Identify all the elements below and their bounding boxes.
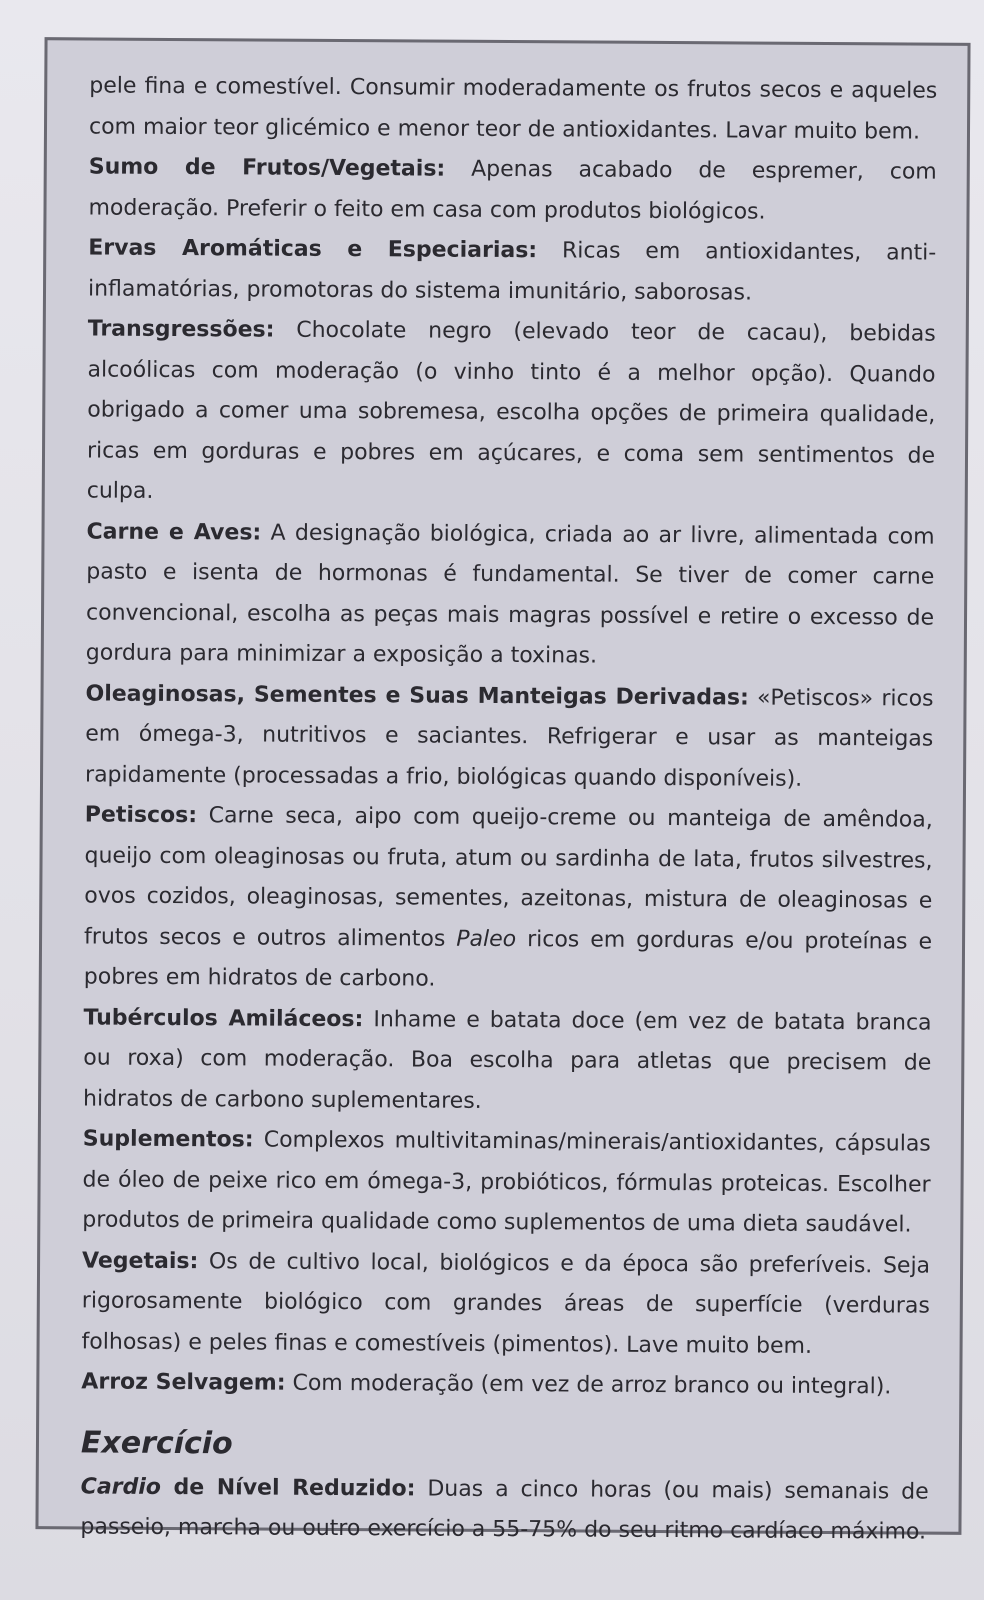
entry-tuberculos <box>83 998 932 1125</box>
entry-label: Petiscos: <box>84 802 198 829</box>
entry-text: Inhame e batata doce (em vez de batata branca ou roxa) com moderação. Boa escolha para atletas que precisem de hidratos de carbono suplementares. <box>83 1006 932 1114</box>
entry-text: Chocolate negro (elevado teor de cacau), bebidas alcoólicas com moderação (o vinho tinto é a melhor opção). Quando obrigado a comer uma sobremesa, escolha opções de primeira qualidade, ricas em gorduras e pobres em açúcares, e coma sem sentimentos de culpa. <box>86 317 936 504</box>
entry-cardio <box>80 1467 928 1553</box>
entry-label: Suplementos: <box>82 1126 254 1153</box>
entry-oleaginosas <box>85 674 934 801</box>
entry-label: Vegetais: <box>82 1247 199 1274</box>
entry-text: pele fina e comestível. Consumir moderadamente os frutos secos e aqueles com maior teor glicémico e menor teor de antioxidantes. Lavar muito bem. <box>88 73 938 145</box>
entry-label: Ervas Aromáticas e Especiarias: <box>88 235 538 264</box>
entry-ervas <box>88 228 936 314</box>
entry-label-italic: Cardio <box>80 1473 162 1500</box>
entry-label: Transgressões: <box>87 316 275 343</box>
entry-text: A designação biológica, criada ao ar livre, alimentada com pasto e isenta de hormonas é fundamental. Se tiver de comer carne convencional, escolha as peças mais magras possível e retire o excesso de gordura para minimizar a exposição a toxinas. <box>85 520 935 669</box>
guideline-box <box>35 37 970 1545</box>
section-heading-exercicio: Exercício <box>80 1424 233 1461</box>
entry-text: Ricas em antioxidantes, anti-inflamatórias, promotoras do sistema imunitário, saborosas. <box>87 238 937 306</box>
entry-text: Carne seca, aipo com queijo-creme ou manteiga de amêndoa, queijo com oleaginosas ou fruta, atum ou sardinha de lata, frutos silvestres, ovos cozidos, oleaginosas, sementes, azeitonas, mistura de oleaginosas e frutos secos e outros alimentos <box>83 803 933 952</box>
entry-arroz <box>81 1362 929 1408</box>
entry-vegetais <box>81 1241 930 1368</box>
entry-carne <box>86 512 935 679</box>
entry-label: de Nível Reduzido: <box>160 1474 416 1501</box>
entry-label: Tubérculos Amiláceos: <box>83 1004 364 1032</box>
entry-text: Duas a cinco horas (ou mais) semanais de passeio, marcha ou outro exercício a 55-75% do seu ritmo cardíaco máximo. <box>80 1475 929 1545</box>
entry-sumo <box>88 147 936 233</box>
entry-text: Os de cultivo local, biológicos e da época são preferíveis. Seja rigorosamente biológico com grandes áreas de superfície (verduras folhosas) e peles finas e comestíveis (pimentos). Lave muito bem. <box>81 1248 931 1359</box>
entry-label: Sumo de Frutos/Vegetais: <box>88 154 446 182</box>
entry-text: Apenas acabado de espremer, com moderação. Preferir o feito em casa com produtos biológicos. <box>88 156 937 225</box>
entry-text: Com moderação (em vez de arroz branco ou integral). <box>285 1370 892 1400</box>
entry-label: Carne e Aves: <box>86 518 262 546</box>
entry-label: Arroz Selvagem: <box>81 1369 286 1396</box>
entry-label: Oleaginosas, Sementes e Suas Manteigas Derivadas: <box>85 680 749 710</box>
entry-petiscos <box>84 795 933 1003</box>
entry-transgressoes <box>87 309 936 517</box>
entry-suplementos <box>82 1119 931 1246</box>
entry-text: ricos em gorduras e/ou proteínas e pobres em hidratos de carbono. <box>83 926 933 992</box>
entry-text: Complexos multivitaminas/minerais/antioxidantes, cápsulas de óleo de peixe rico em ómega-3, probióticos, fórmulas proteicas. Escolher produtos de primeira qualidade como suplementos de uma dieta saudável. <box>82 1127 931 1238</box>
entry-text-italic: Paleo <box>456 926 517 952</box>
entry-text: «Petiscos» ricos em ómega-3, nutritivos e saciantes. Refrigerar e usar as manteigas rapidamente (processadas a frio, biológicas quando disponíveis). <box>84 685 934 792</box>
entry-intro <box>89 66 937 152</box>
